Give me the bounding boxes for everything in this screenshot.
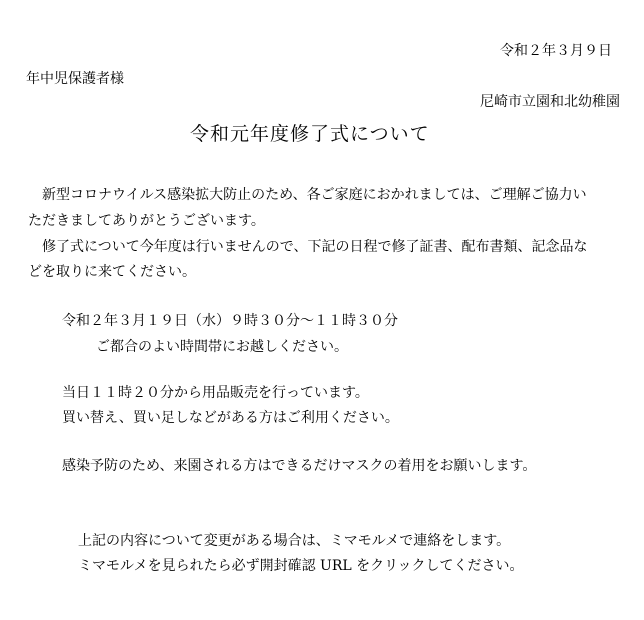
sender: 尼崎市立園和北幼稚園 [480,94,620,110]
issue-date: 令和２年３月９日 [500,43,612,59]
mask-notice: 感染予防のため、来園される方はできるだけマスクの着用をお願いします。 [62,458,537,474]
footer-line-1: 上記の内容について変更がある場合は、ミマモルメで連絡をします。 [78,533,511,549]
sale-line-2: 買い替え、買い足しなどがある方はご利用ください。 [62,410,399,426]
schedule-datetime: 令和２年３月１９日（水）９時３０分～１１時３０分 [62,313,398,329]
page-title: 令和元年度修了式について [190,123,430,145]
schedule-note: ご都合のよい時間帯にお越しください。 [96,339,348,355]
intro-line-3: 修了式について今年度は行いませんので、下記の日程で修了証書、配布書類、記念品な [42,239,588,255]
intro-line-2: ただきましてありがとうございます。 [28,213,265,229]
intro-line-1: 新型コロナウイルス感染拡大防止のため、各ご家庭におかれましては、ご理解ご協力い [42,187,587,203]
sale-line-1: 当日１１時２０分から用品販売を行っています。 [62,385,369,401]
footer-line-2: ミマモルメを見られたら必ず開封確認 URL をクリックしてください。 [78,558,524,574]
intro-line-4: どを取りに来てください。 [28,264,196,280]
recipient: 年中児保護者様 [26,71,124,87]
